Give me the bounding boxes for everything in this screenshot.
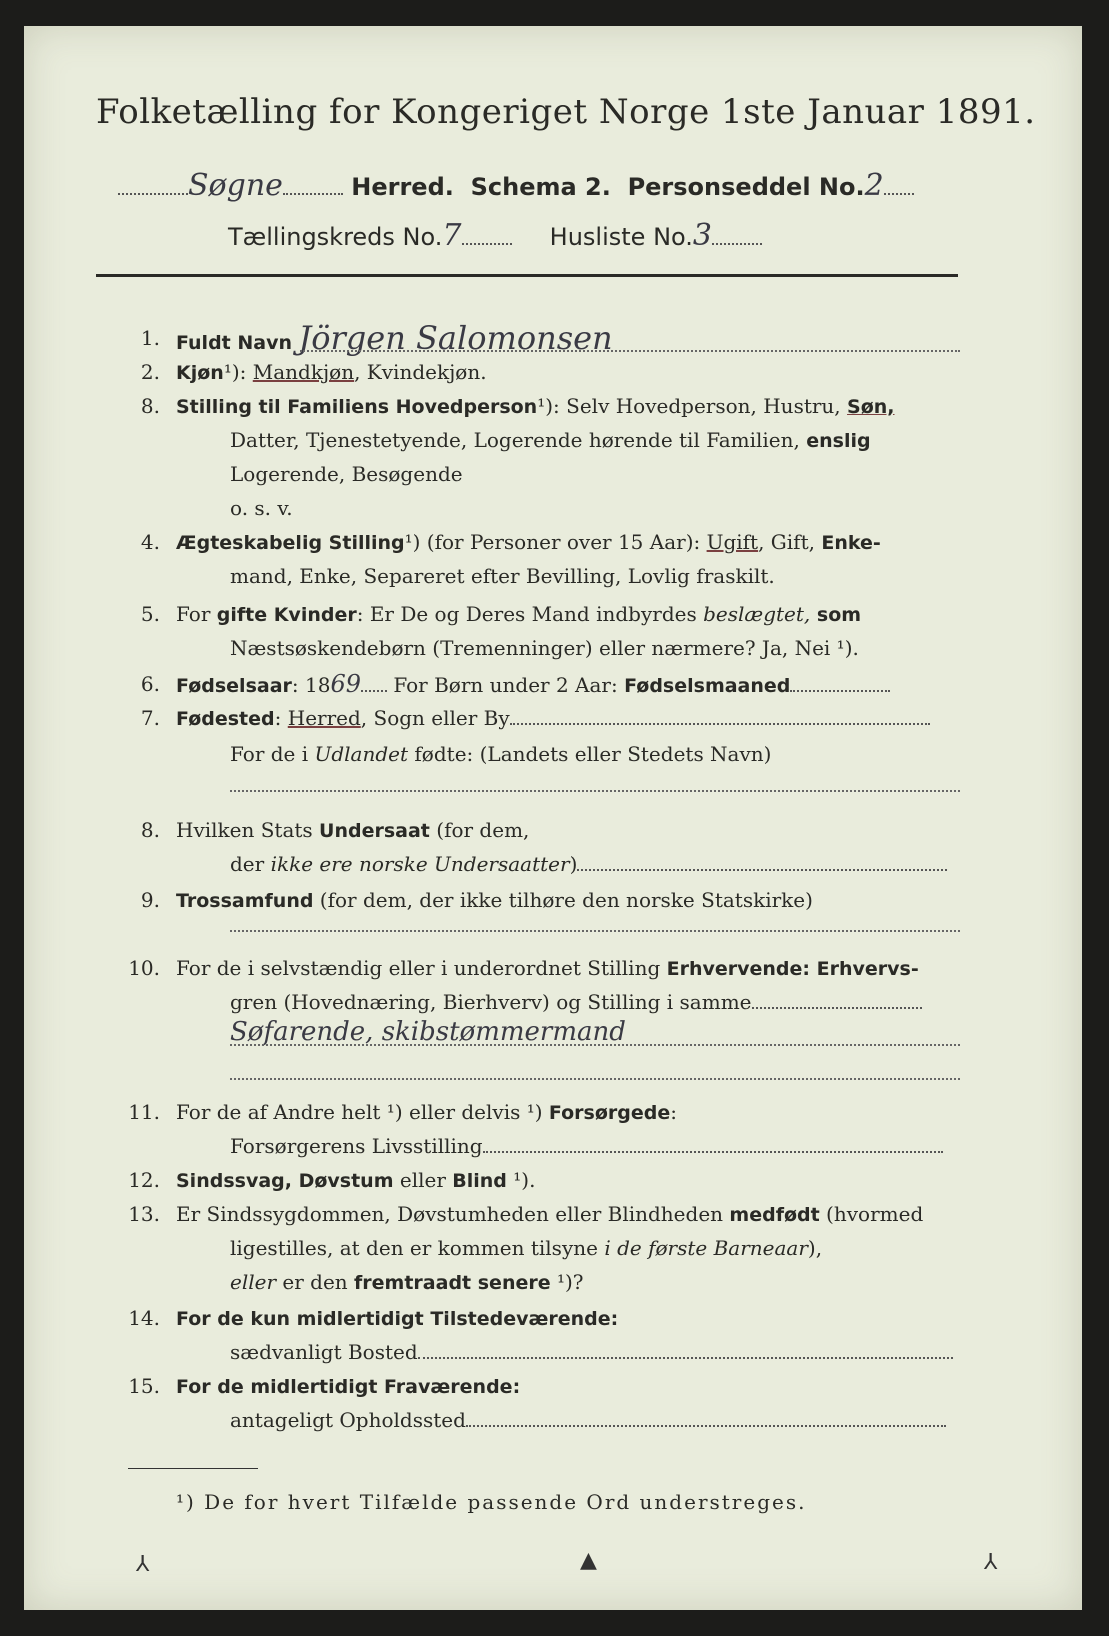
- header-rule: [96, 274, 958, 277]
- schema-label: Schema 2.: [470, 173, 611, 201]
- item-number: 11.: [128, 1100, 160, 1124]
- item-label: Fødested: [176, 708, 275, 730]
- item-label: Undersaat: [319, 820, 430, 842]
- item-text: : Er De og Deres Mand indbyrdes: [356, 602, 704, 626]
- item-3-line-2: [230, 424, 871, 457]
- item-number: 13.: [128, 1202, 160, 1226]
- item-text: er den: [276, 1270, 355, 1294]
- item-text: For de i selvstændig eller i underordnet Stilling: [176, 956, 667, 980]
- item-label: midlertidigt Tilstedeværende: [296, 1308, 611, 1330]
- footnote-rule: [128, 1468, 258, 1469]
- item-text: enslig: [806, 430, 871, 452]
- birthplace-line: [230, 790, 960, 792]
- kreds-label: Tællingskreds No.: [228, 223, 443, 251]
- item-label: Fødselsmaaned: [624, 675, 791, 697]
- item-15-line-2: [230, 1404, 946, 1436]
- item-text: (for dem, der ikke tilhøre den norske Statskirke): [313, 888, 813, 912]
- item-10-line-2: [230, 986, 922, 1018]
- herred-label: Herred.: [351, 173, 454, 201]
- item-label: gifte Kvinder: [216, 604, 357, 626]
- item-text: For de i: [230, 742, 315, 766]
- birth-year-value: 69: [330, 670, 361, 698]
- item-number: 5.: [140, 602, 160, 626]
- husliste-label: Husliste No.: [549, 223, 693, 251]
- item-number: 7.: [140, 706, 160, 730]
- item-text: fødte: (Landets eller Stedets Navn): [408, 742, 772, 766]
- occupation-line-2: [230, 1078, 960, 1080]
- item-label: midlertidigt Fraværende: [250, 1376, 513, 1398]
- full-name-value: Jörgen Salomonsen: [298, 319, 613, 357]
- item-number: 14.: [128, 1306, 160, 1330]
- registration-mark-right: ⅄: [984, 1550, 998, 1575]
- item-text: : Erhvervs-: [802, 958, 919, 980]
- item-number: 2.: [140, 360, 160, 384]
- item-text: ¹)?: [550, 1270, 584, 1294]
- item-label: Blind: [452, 1170, 507, 1192]
- item-text: For de: [176, 1376, 251, 1398]
- kreds-line: [228, 218, 762, 253]
- item-label: Kjøn: [176, 362, 224, 384]
- item-text: beslægtet,: [703, 602, 811, 626]
- husliste-value: 3: [692, 218, 712, 253]
- footnote-ref: ¹: [223, 360, 232, 384]
- item-13-line-2: ligestilles, at den er kommen tilsyne i de første Barneaar),: [230, 1236, 823, 1260]
- item-label: Sindssvag, Døvstum: [176, 1170, 394, 1192]
- item-text: ¹): Selv Hovedperson, Hustru,: [537, 394, 848, 418]
- item-text: For Børn under 2 Aar:: [387, 673, 625, 697]
- trossamfund-line: [230, 930, 960, 932]
- item-text: som: [810, 604, 862, 626]
- item-13-line-3: [230, 1266, 584, 1299]
- option-mandkjon: Mandkjøn: [252, 360, 355, 384]
- item-text: gren (Hovednæring, Bierhverv) og Stilling i samme: [230, 990, 752, 1014]
- item-text: Udlandet: [314, 742, 409, 766]
- item-7-line-2: [230, 738, 771, 770]
- item-number: 8.: [140, 818, 160, 842]
- item-text: ligestilles, at den er kommen tilsyne: [230, 1236, 605, 1260]
- occupation-value: Søfarende, skibstømmermand: [230, 1017, 626, 1047]
- item-text: ):: [231, 360, 253, 384]
- item-text: i de første Barneaar: [604, 1236, 808, 1260]
- item-text: (for dem,: [429, 818, 530, 842]
- item-number: 12.: [128, 1168, 160, 1192]
- item-4-line-2: mand, Enke, Separeret efter Bevilling, Lovlig fraskilt.: [230, 564, 775, 588]
- name-line: [300, 350, 960, 352]
- item-text: , Kvindekjøn.: [354, 360, 487, 384]
- item-number: 4.: [140, 530, 160, 554]
- herred-line: [118, 168, 914, 203]
- item-label: Stilling til Familiens Hovedperson: [176, 396, 538, 418]
- item-text: (hvormed: [819, 1202, 924, 1226]
- item-number: 9.: [140, 888, 160, 912]
- item-text: Enke-: [821, 532, 881, 554]
- item-text: :: [274, 706, 288, 730]
- item-number: 6.: [140, 672, 160, 696]
- personseddel-value: 2: [864, 168, 884, 203]
- option-son: Søn,: [847, 396, 895, 418]
- item-text: For de kun: [176, 1308, 297, 1330]
- item-text: ): [569, 852, 578, 876]
- item-text: eller: [393, 1168, 453, 1192]
- item-8-line-2: [230, 848, 947, 880]
- item-11-line-2: [230, 1130, 943, 1162]
- item-14-line-2: [230, 1336, 953, 1368]
- personseddel-label: Personseddel No.: [627, 173, 865, 201]
- form-title: Folketælling for Kongeriget Norge 1ste Januar 1891.: [96, 92, 1036, 132]
- item-text: der: [230, 852, 271, 876]
- item-text: For de af Andre helt ¹) eller delvis ¹): [176, 1100, 549, 1124]
- item-label: Fødselsaar: [176, 675, 292, 697]
- item-text: Hvilken Stats: [176, 818, 320, 842]
- item-text: sædvanligt Bosted: [230, 1340, 418, 1364]
- item-text: , Sogn eller By: [360, 706, 510, 730]
- herred-value: Søgne: [188, 168, 283, 203]
- footnote: ¹) De for hvert Tilfælde passende Ord understreges.: [176, 1490, 807, 1514]
- item-3-line-4: o. s. v.: [230, 496, 293, 520]
- kreds-value: 7: [442, 218, 462, 253]
- item-text: : 18: [291, 673, 331, 697]
- option-herred: Herred: [287, 706, 361, 730]
- registration-mark-left: ⅄: [136, 1552, 150, 1577]
- item-number: 15.: [128, 1374, 160, 1398]
- registration-mark-center: ▲: [580, 1548, 597, 1573]
- item-label: Ægteskabelig Stilling: [176, 532, 405, 554]
- item-text: , Gift,: [758, 530, 822, 554]
- item-number: 10.: [128, 956, 160, 980]
- option-ugift: Ugift: [706, 530, 759, 554]
- item-text: ¹).: [506, 1168, 536, 1192]
- item-label: medfødt: [729, 1204, 820, 1226]
- item-text: ¹) (for Personer over 15 Aar):: [404, 530, 707, 554]
- item-text: fremtraadt senere: [354, 1272, 551, 1294]
- occupation-line: [230, 1044, 960, 1046]
- item-text: ikke ere norske Undersaatter: [270, 852, 570, 876]
- item-text: Datter, Tjenestetyende, Logerende hørende til Familien,: [230, 428, 807, 452]
- item-text: Er Sindssygdommen, Døvstumheden eller Blindheden: [176, 1202, 730, 1226]
- item-label: Erhvervende: [666, 958, 803, 980]
- item-text: antageligt Opholdssted: [230, 1408, 466, 1432]
- item-5-line-2: Næstsøskendebørn (Tremenninger) eller nærmere? Ja, Nei ¹).: [230, 636, 859, 660]
- item-3-line-3: Logerende, Besøgende: [230, 462, 463, 486]
- item-label: Forsørgede: [548, 1102, 671, 1124]
- item-number: 8.: [140, 394, 160, 418]
- item-label: Fuldt Navn: [176, 332, 293, 354]
- item-text: For: [176, 602, 217, 626]
- item-number: 1.: [140, 326, 160, 350]
- item-text: eller: [230, 1270, 277, 1294]
- item-text: Forsørgerens Livsstilling: [230, 1134, 483, 1158]
- item-label: Trossamfund: [176, 890, 314, 912]
